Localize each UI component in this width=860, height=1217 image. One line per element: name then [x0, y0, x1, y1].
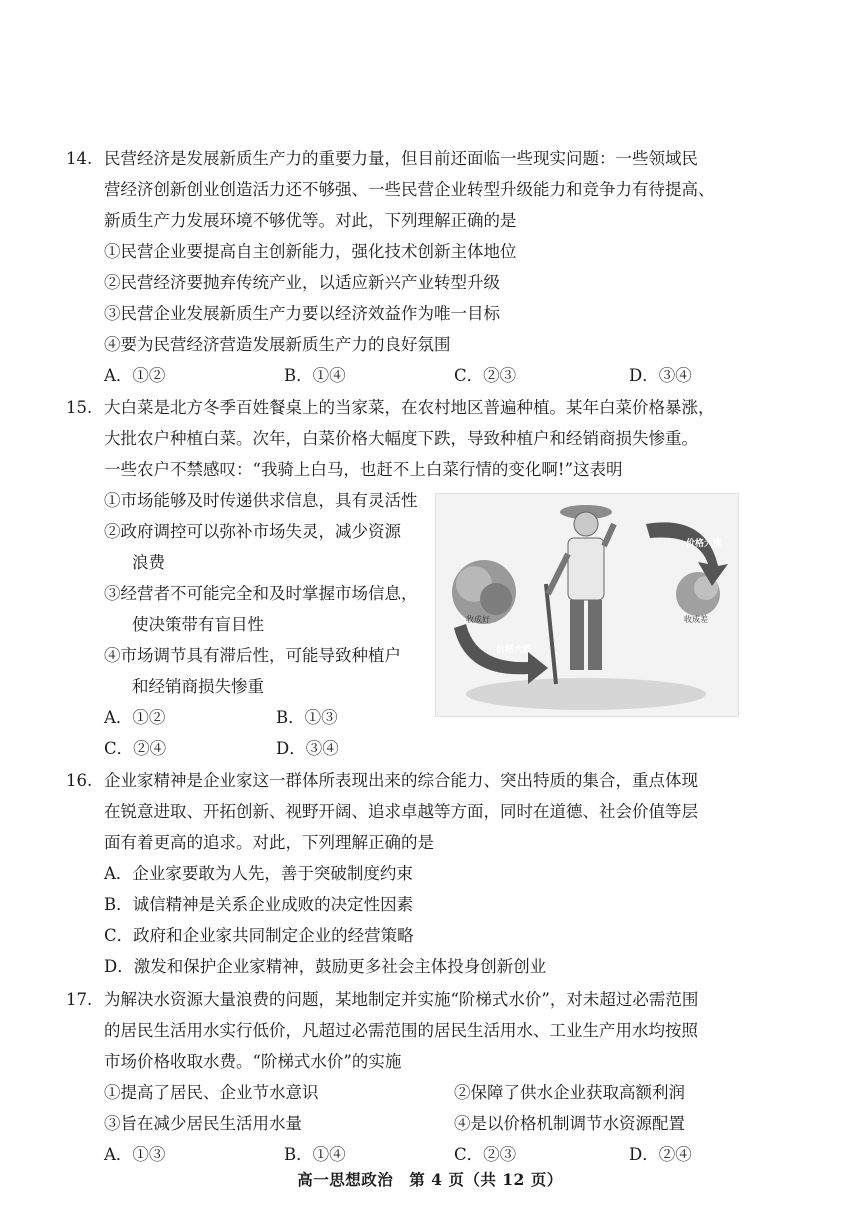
option-a[interactable]: A．企业家要敢为人先，善于突破制度约束 — [104, 864, 413, 883]
option-d[interactable]: D．激发和保护企业家精神，鼓励更多社会主体投身创新创业 — [104, 957, 547, 976]
option-a[interactable]: A．①③ — [104, 1145, 166, 1164]
statement-item: ①民营企业要提高自主创新能力，强化技术创新主体地位 — [104, 242, 517, 261]
question-16 — [66, 765, 806, 982]
option-a[interactable]: A．①② — [104, 366, 166, 385]
farmer-figure — [546, 505, 614, 684]
harvest-bad-label: 收成差 — [684, 615, 708, 624]
statement-item: ③旨在减少居民生活用水量 — [104, 1114, 302, 1133]
statement-item-continued: 使决策带有盲目性 — [132, 615, 264, 634]
statement-item-continued: 浪费 — [132, 553, 165, 572]
statement-item: ②保障了供水企业获取高额利润 — [454, 1083, 685, 1102]
page-footer: 高一思想政治 第 4 页（共 12 页） — [297, 1170, 563, 1189]
question-stem-line: 营经济创新创业创造活力还不够强、一些民营企业转型升级能力和竞争力有待提高、 — [104, 180, 715, 199]
option-d[interactable]: D．②④ — [629, 1145, 692, 1164]
statement-item: ②民营经济要抛弃传统产业，以适应新兴产业转型升级 — [104, 273, 500, 292]
statement-item: ①市场能够及时传递供求信息，具有灵活性 — [104, 491, 418, 510]
question-number: 15. — [66, 398, 93, 417]
question-number: 14. — [66, 149, 93, 168]
option-a[interactable]: A．①② — [104, 708, 166, 727]
question-stem-line: 大批农户种植白菜。次年，白菜价格大幅度下跌，导致种植户和经销商损失惨重。 — [104, 429, 698, 448]
question-number: 16. — [66, 771, 93, 790]
option-c[interactable]: C．政府和企业家共同制定企业的经营策略 — [104, 926, 414, 945]
statement-item: ③经营者不可能完全和及时掌握市场信息， — [104, 584, 418, 603]
answer-options — [66, 1139, 806, 1170]
statement-item: ①提高了居民、企业节水意识 — [104, 1083, 319, 1102]
question-stem-line: 的居民生活用水实行低价，凡超过必需范围的居民生活用水、工业生产用水均按照 — [104, 1021, 698, 1040]
answer-options-row-2 — [66, 733, 806, 764]
statement-items-row-1 — [66, 1077, 806, 1108]
statement-item: ④要为民营经济营造发展新质生产力的良好氛围 — [104, 335, 451, 354]
option-c[interactable]: C．②③ — [454, 1145, 517, 1164]
option-c[interactable]: C．②③ — [454, 366, 517, 385]
question-stem-line: 大白菜是北方冬季百姓餐桌上的当家菜，在农村地区普遍种植。某年白菜价格暴涨， — [104, 398, 715, 417]
question-stem-line: 企业家精神是企业家这一群体所表现出来的综合能力、突出特质的集合，重点体现 — [104, 771, 698, 790]
price-up-label: 价格大涨 — [686, 539, 723, 549]
question-17 — [66, 984, 806, 1170]
statement-item: ④市场调节具有滞后性，可能导致种植户 — [104, 646, 401, 665]
question-stem-line: 在锐意进取、开拓创新、视野开阔、追求卓越等方面，同时在道德、社会价值等层 — [104, 802, 698, 821]
illustration-svg — [436, 494, 738, 716]
question-number: 17. — [66, 990, 93, 1009]
question-stem-line: 一些农户不禁感叹：“我骑上白马，也赶不上白菜行情的变化啊!”这表明 — [104, 460, 623, 479]
option-b[interactable]: B．①④ — [284, 1145, 346, 1164]
question-stem-line: 市场价格收取水费。“阶梯式水价”的实施 — [104, 1052, 402, 1071]
question-stem-line: 新质生产力发展环境不够优等。对此，下列理解正确的是 — [104, 211, 517, 230]
price-down-label: 价格大跌 — [496, 645, 533, 655]
option-b[interactable]: B．①④ — [284, 366, 346, 385]
option-b[interactable]: B．诚信精神是关系企业成败的决定性因素 — [104, 895, 414, 914]
option-b[interactable]: B．①③ — [276, 708, 338, 727]
harvest-good-label: 收成好 — [466, 615, 490, 624]
statement-item: ②政府调控可以弥补市场失灵，减少资源 — [104, 522, 401, 541]
question-stem-line: 民营经济是发展新质生产力的重要力量，但目前还面临一些现实问题：一些领域民 — [104, 149, 698, 168]
ground-shape — [466, 678, 706, 710]
statement-item: ④是以价格机制调节水资源配置 — [454, 1114, 685, 1133]
cabbage-price-cycle-illustration — [435, 493, 739, 717]
question-stem-line: 面有着更高的追求。对此，下列理解正确的是 — [104, 833, 434, 852]
option-d[interactable]: D．③④ — [276, 739, 339, 758]
option-c[interactable]: C．②④ — [104, 739, 167, 758]
option-d[interactable]: D．③④ — [629, 366, 692, 385]
answer-options — [66, 360, 806, 391]
question-stem-line: 为解决水资源大量浪费的问题，某地制定并实施“阶梯式水价”，对未超过必需范围 — [104, 990, 699, 1009]
statement-item-continued: 和经销商损失惨重 — [132, 677, 264, 696]
statement-item: ③民营企业发展新质生产力要以经济效益作为唯一目标 — [104, 304, 500, 323]
statement-items-row-2 — [66, 1108, 806, 1139]
question-14 — [66, 143, 806, 391]
